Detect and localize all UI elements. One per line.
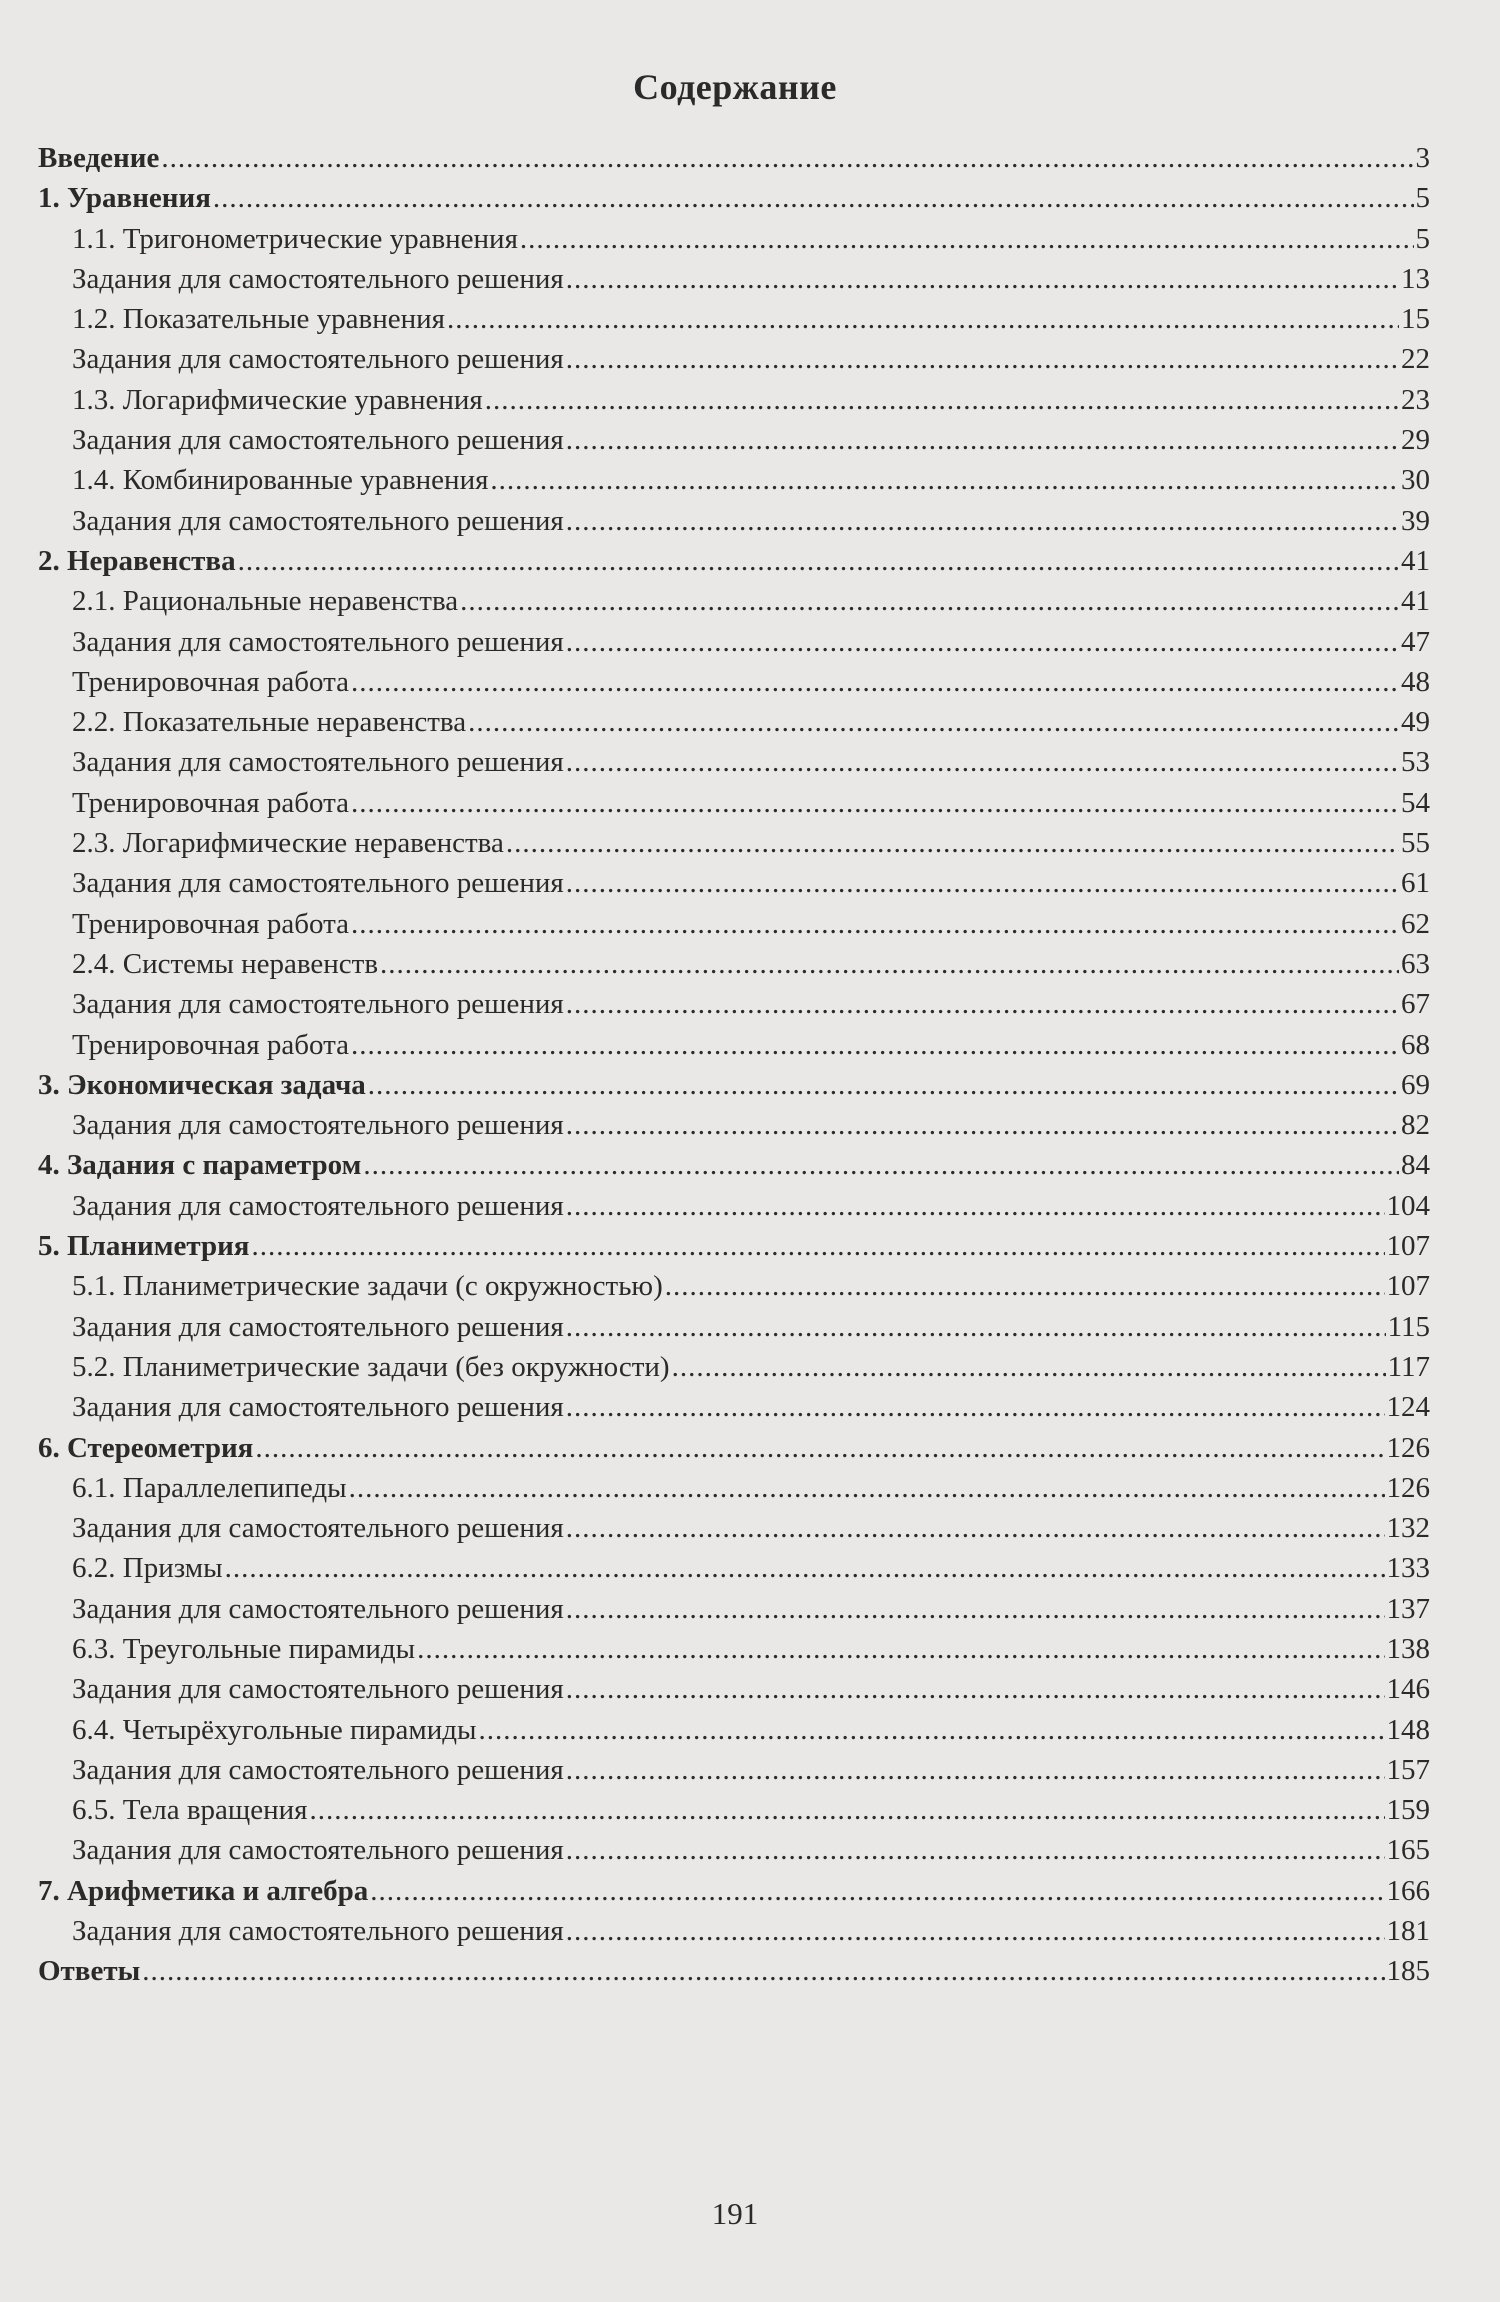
toc-entry-label: Задания для самостоятельного решения — [72, 262, 564, 295]
toc-leader-dots — [468, 702, 1399, 742]
toc-entry — [38, 219, 1430, 259]
toc-entry-label: Тренировочная работа — [72, 665, 349, 698]
toc-entry — [38, 783, 1430, 823]
toc-entry-label: 1. Уравнения — [38, 182, 211, 215]
toc-entry — [38, 1548, 1430, 1588]
toc-entry-page: 41 — [1401, 585, 1430, 618]
toc-leader-dots — [672, 1347, 1386, 1387]
toc-entry-page: 41 — [1401, 544, 1430, 577]
toc-leader-dots — [566, 1105, 1399, 1145]
toc-entry — [38, 944, 1430, 984]
toc-leader-dots — [566, 339, 1399, 379]
toc-entry-page: 53 — [1401, 746, 1430, 779]
toc-entry-page: 62 — [1401, 907, 1430, 940]
toc-entry-page: 181 — [1386, 1915, 1430, 1948]
toc-entry-label: 6.1. Параллелепипеды — [72, 1471, 347, 1504]
toc-leader-dots — [520, 219, 1414, 259]
toc-entry-label: 2.2. Показательные неравенства — [72, 706, 467, 739]
toc-entry-page: 30 — [1401, 464, 1430, 497]
toc-entry-page: 67 — [1401, 988, 1430, 1021]
toc-entry-page: 107 — [1386, 1230, 1430, 1263]
toc-leader-dots — [566, 742, 1399, 782]
toc-entry-page: 47 — [1401, 625, 1430, 658]
toc-entry-page: 146 — [1386, 1673, 1430, 1706]
toc-entry-label: 7. Арифметика и алгебра — [38, 1874, 369, 1907]
toc-entry-label: 1.3. Логарифмические уравнения — [72, 383, 483, 416]
toc-entry-page: 63 — [1401, 947, 1430, 980]
toc-entry — [38, 1065, 1430, 1105]
toc-entry-label: 3. Экономическая задача — [38, 1068, 366, 1101]
toc-leader-dots — [417, 1629, 1384, 1669]
toc-entry-page: 54 — [1401, 786, 1430, 819]
toc-entry-page: 22 — [1401, 343, 1430, 376]
toc-entry — [38, 1750, 1430, 1790]
toc-leader-dots — [460, 581, 1399, 621]
toc-entry-label: Тренировочная работа — [72, 1028, 349, 1061]
toc-entry — [38, 1266, 1430, 1306]
toc-entry — [38, 1186, 1430, 1226]
toc-entry — [38, 904, 1430, 944]
toc-entry-page: 29 — [1401, 424, 1430, 457]
toc-leader-dots — [380, 944, 1399, 984]
toc-entry — [38, 581, 1430, 621]
toc-entry — [38, 863, 1430, 903]
toc-entry-label: 2.4. Системы неравенств — [72, 947, 379, 980]
toc-leader-dots — [566, 1750, 1385, 1790]
toc-leader-dots — [506, 823, 1399, 863]
toc-entry-label: Задания для самостоятельного решения — [72, 625, 564, 658]
toc-leader-dots — [351, 904, 1399, 944]
toc-leader-dots — [566, 1911, 1385, 1951]
toc-leader-dots — [566, 1830, 1385, 1870]
toc-entry-label: Задания для самостоятельного решения — [72, 746, 564, 779]
toc-entry — [38, 1710, 1430, 1750]
toc-entry-page: 165 — [1386, 1834, 1430, 1867]
toc-entry-label: 6.3. Треугольные пирамиды — [72, 1632, 416, 1665]
toc-entry-page: 5 — [1415, 222, 1430, 255]
toc-entry-page: 148 — [1386, 1713, 1430, 1746]
toc-leader-dots — [351, 1025, 1399, 1065]
toc-entry — [38, 1428, 1430, 1468]
toc-leader-dots — [349, 1468, 1385, 1508]
toc-entry — [38, 1790, 1430, 1830]
toc-entry — [38, 823, 1430, 863]
toc-entry-page: 126 — [1386, 1471, 1430, 1504]
toc-leader-dots — [370, 1871, 1384, 1911]
toc-entry-page: 55 — [1401, 827, 1430, 860]
toc-entry — [38, 259, 1430, 299]
toc-entry-page: 48 — [1401, 665, 1430, 698]
page-title: Содержание — [633, 67, 837, 107]
toc-entry-page: 13 — [1401, 262, 1430, 295]
toc-leader-dots — [566, 1589, 1385, 1629]
toc-leader-dots — [566, 863, 1399, 903]
toc-entry — [38, 1951, 1430, 1991]
toc-leader-dots — [566, 984, 1399, 1024]
toc-leader-dots — [566, 622, 1399, 662]
toc-leader-dots — [566, 1186, 1385, 1226]
toc-entry-page: 84 — [1401, 1149, 1430, 1182]
toc-entry-label: Задания для самостоятельного решения — [72, 1310, 564, 1343]
toc-entry-label: 1.2. Показательные уравнения — [72, 303, 445, 336]
toc-entry-page: 115 — [1387, 1310, 1430, 1343]
toc-entry-label: 6.2. Призмы — [72, 1552, 223, 1585]
toc-entry-label: Задания для самостоятельного решения — [72, 1512, 564, 1545]
toc-entry-page: 104 — [1386, 1189, 1430, 1222]
toc-leader-dots — [351, 662, 1399, 702]
toc-entry-page: 82 — [1401, 1109, 1430, 1142]
toc-entry-page: 138 — [1386, 1632, 1430, 1665]
toc-entry — [38, 1105, 1430, 1145]
toc-entry-page: 68 — [1401, 1028, 1430, 1061]
toc-entry — [38, 501, 1430, 541]
toc-leader-dots — [479, 1710, 1385, 1750]
toc-entry-label: 5.2. Планиметрические задачи (без окружности) — [72, 1350, 670, 1383]
toc-leader-dots — [213, 178, 1414, 218]
toc-leader-dots — [665, 1266, 1385, 1306]
toc-entry-label: 1.1. Тригонометрические уравнения — [72, 222, 518, 255]
toc-entry-label: Задания для самостоятельного решения — [72, 343, 564, 376]
toc-entry-label: 5.1. Планиметрические задачи (с окружностью) — [72, 1270, 663, 1303]
toc-leader-dots — [309, 1790, 1384, 1830]
toc-leader-dots — [255, 1428, 1384, 1468]
toc-leader-dots — [447, 299, 1399, 339]
toc-entry-page: 107 — [1386, 1270, 1430, 1303]
toc-entry-page: 157 — [1386, 1753, 1430, 1786]
toc-entry — [38, 1468, 1430, 1508]
toc-entry-label: 4. Задания с параметром — [38, 1149, 362, 1182]
toc-entry-label: 5. Планиметрия — [38, 1230, 250, 1263]
toc-entry — [38, 1145, 1430, 1185]
toc-entry-label: 6.5. Тела вращения — [72, 1794, 308, 1827]
toc-entry-page: 126 — [1386, 1431, 1430, 1464]
toc-entry-page: 133 — [1386, 1552, 1430, 1585]
toc-leader-dots — [566, 420, 1399, 460]
toc-entry-label: Задания для самостоятельного решения — [72, 1189, 564, 1222]
toc-entry-label: 6.4. Четырёхугольные пирамиды — [72, 1713, 477, 1746]
toc-entry-page: 117 — [1387, 1350, 1430, 1383]
toc-entry-label: Задания для самостоятельного решения — [72, 1915, 564, 1948]
toc-leader-dots — [368, 1065, 1399, 1105]
toc-entry-page: 23 — [1401, 383, 1430, 416]
toc-entry-label: 2.3. Логарифмические неравенства — [72, 827, 504, 860]
toc-entry-label: 2. Неравенства — [38, 544, 236, 577]
toc-entry — [38, 541, 1430, 581]
toc-entry-label: Задания для самостоятельного решения — [72, 1592, 564, 1625]
toc-entry-label: 2.1. Рациональные неравенства — [72, 585, 459, 618]
toc-leader-dots — [238, 541, 1399, 581]
toc-entry — [38, 1589, 1430, 1629]
toc-entry-label: Задания для самостоятельного решения — [72, 1673, 564, 1706]
toc-entry — [38, 1508, 1430, 1548]
toc-entry — [38, 339, 1430, 379]
toc-entry-page: 137 — [1386, 1592, 1430, 1625]
toc-entry — [38, 1871, 1430, 1911]
toc-entry-page: 3 — [1415, 142, 1430, 174]
toc-entry-label: Задания для самостоятельного решения — [72, 504, 564, 537]
toc-leader-dots — [566, 1387, 1385, 1427]
toc-entry-label: Задания для самостоятельного решения — [72, 424, 564, 457]
toc-entry-page: 5 — [1415, 182, 1430, 215]
toc-leader-dots — [490, 460, 1399, 500]
toc-entry — [38, 702, 1430, 742]
toc-leader-dots — [351, 783, 1399, 823]
toc-entry — [38, 178, 1430, 218]
table-of-contents — [38, 138, 1430, 1992]
toc-entry — [38, 1669, 1430, 1709]
toc-entry-page: 185 — [1386, 1955, 1430, 1988]
toc-entry-page: 15 — [1401, 303, 1430, 336]
toc-leader-dots — [566, 1669, 1385, 1709]
toc-entry-page: 61 — [1401, 867, 1430, 900]
toc-entry — [38, 622, 1430, 662]
toc-leader-dots — [142, 1951, 1384, 1991]
toc-leader-dots — [225, 1548, 1385, 1588]
toc-entry-page: 132 — [1386, 1512, 1430, 1545]
toc-entry — [38, 1226, 1430, 1266]
toc-entry-label: Тренировочная работа — [72, 786, 349, 819]
toc-leader-dots — [566, 1508, 1385, 1548]
toc-entry-label: Задания для самостоятельного решения — [72, 1109, 564, 1142]
toc-entry — [38, 138, 1430, 178]
toc-entry-label: Введение — [38, 142, 160, 174]
toc-leader-dots — [161, 138, 1413, 178]
toc-entry — [38, 662, 1430, 702]
toc-entry — [38, 1911, 1430, 1951]
toc-leader-dots — [252, 1226, 1385, 1266]
toc-entry — [38, 984, 1430, 1024]
toc-entry-page: 124 — [1386, 1391, 1430, 1424]
toc-entry-label: 1.4. Комбинированные уравнения — [72, 464, 489, 497]
toc-entry — [38, 1629, 1430, 1669]
toc-entry — [38, 1830, 1430, 1870]
toc-entry-page: 166 — [1386, 1874, 1430, 1907]
toc-entry-page: 159 — [1386, 1794, 1430, 1827]
toc-entry-label: Задания для самостоятельного решения — [72, 988, 564, 1021]
toc-entry-label: Ответы — [38, 1955, 141, 1988]
toc-leader-dots — [485, 380, 1399, 420]
toc-leader-dots — [363, 1145, 1399, 1185]
toc-entry-page: 69 — [1401, 1068, 1430, 1101]
toc-entry — [38, 1387, 1430, 1427]
toc-entry — [38, 1307, 1430, 1347]
toc-entry — [38, 420, 1430, 460]
toc-entry — [38, 380, 1430, 420]
toc-entry-label: Задания для самостоятельного решения — [72, 867, 564, 900]
toc-leader-dots — [566, 1307, 1386, 1347]
toc-entry-page: 39 — [1401, 504, 1430, 537]
toc-entry-page: 49 — [1401, 706, 1430, 739]
toc-entry — [38, 1347, 1430, 1387]
toc-entry-label: Тренировочная работа — [72, 907, 349, 940]
toc-leader-dots — [566, 501, 1399, 541]
toc-entry — [38, 742, 1430, 782]
toc-entry — [38, 460, 1430, 500]
page-number: 191 — [711, 2196, 759, 2231]
toc-entry-label: Задания для самостоятельного решения — [72, 1753, 564, 1786]
toc-entry-label: Задания для самостоятельного решения — [72, 1391, 564, 1424]
toc-entry — [38, 299, 1430, 339]
toc-leader-dots — [566, 259, 1399, 299]
toc-entry-label: 6. Стереометрия — [38, 1431, 254, 1464]
toc-entry — [38, 1025, 1430, 1065]
toc-entry-label: Задания для самостоятельного решения — [72, 1834, 564, 1867]
